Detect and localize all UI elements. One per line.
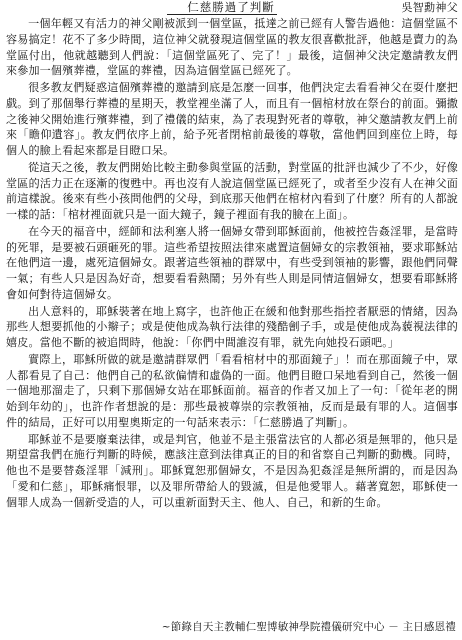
article-body [6,16,458,614]
article-title: 仁慈勝過了判斷 [187,0,275,14]
paragraph-2: 很多教友們疑惑這個殯葬禮的邀請到底是怎麼一回事，他們決定去看看神父在耍什麼把戲。到了那個舉行葬禮的星期天，教堂裡坐滿了人，而且有一個棺材放在祭台的前面。彌撒之後神父開始進行殯葬禮，到了禮儀的結束，為了表現對死者的尊敬，神父邀請教友們上前來「瞻仰遺容」。教友們依序上前，給予死者閉棺前最後的尊敬，當他們回到座位上時，每個人的臉上看起來都是目瞪口呆。 [6,81,458,157]
header [0,0,462,17]
paragraph-5: 出人意料的，耶穌裝著在地上寫字，也許他正在緩和他對那些指控者厭惡的情緒，因為那些人想要抓他的小辮子；或是使他成為執行法律的殘酷劊子手，或是使他成為藐視法律的嬉皮。當他不斷的被追問時，他說：「你們中間誰沒有罪，就先向她投石頭吧。」 [6,304,458,349]
paragraph-6: 實際上，耶穌所做的就是邀請群眾們「看看棺材中的那面鏡子」！而在那面鏡子中，眾人都看見了自己：他們自己的私欲偏情和虛偽的一面。他們目瞪口呆地看到自己，然後一個一個地那溜走了，只剩下那個婦女站在耶穌面前。福音的作者又加上了一句：「從年老的開始到年幼的」，也許作者想說的是：那些最被尊崇的宗教領袖，反而是最有罪的人。這個事件的結局，正好可以用聖奧斯定的一句話來表示：「仁慈勝過了判斷」。 [6,352,458,429]
paragraph-3: 從這天之後，教友們開始比較主動參與堂區的活動，對堂區的批評也減少了不少，好像堂區的活力正在逐漸的復甦中。再也沒有人說這個堂區已經死了，或者至少沒有人在神父面前這樣說。後來有些小孩問他們的父母，到底那天他們在棺材內看到了什麼？所有的人都說一樣的話：「棺材裡面就只是一面大鏡子，鏡子裡面有我的臉在上面」。 [6,160,458,221]
author-name: 吳智勳神父 [401,1,458,14]
source-citation: ~節錄自天主教輔仁聖博敏神學院禮儀研究中心 － 主日感恩禮 [161,621,456,633]
paragraph-1: 一個年輕又有活力的神父剛被派到一個堂區，抵達之前已經有人警告過他：這個堂區不容易搞定！花不了多少時間，這位神父就發現這個堂區的教友很喜歡批評，他越是賣力的為堂區付出，他就越聽到人們說：「這個堂區死了、完了！」最後，這個神父決定邀請教友們來參加一個殯葬禮，堂區的葬禮，因為這個堂區已經死了。 [6,17,458,78]
paragraph-7: 耶穌並不是要廢棄法律，或是判官，他並不是主張當法官的人都必須是無罪的，他只是期望當我們在施行判斷的時候，應該注意到法律真正的目的和省察自己判斷的動機。同時，他也不是要替姦淫罪「減刑」。耶穌寬恕那個婦女，不是因為犯姦淫是無所謂的，而是因為「愛和仁慈」，耶穌痛恨罪，以及罪所帶給人的毀滅，但是他愛罪人。藉著寬恕，耶穌使一個罪人成為一個新受造的人，可以重新面對天主、他人、自己，和新的生命。 [6,432,458,509]
title-underline [167,14,277,15]
paragraph-4: 在今天的福音中，經師和法利塞人將一個婦女帶到耶穌面前，他被控告姦淫罪，是當時的死罪，是要被石頭砸死的罪。這些希望按照法律來處置這個婦女的宗教領袖，要求耶穌站在他們這一邊，處死這個婦女。跟著這些領袖的群眾中，有些受到領袖的影響，跟他們同聲一氣；有些人只是因為好奇，想要看看熱鬧；另外有些人則是同情這個婦女，想要看耶穌將會如何對待這個婦女。 [6,224,458,301]
